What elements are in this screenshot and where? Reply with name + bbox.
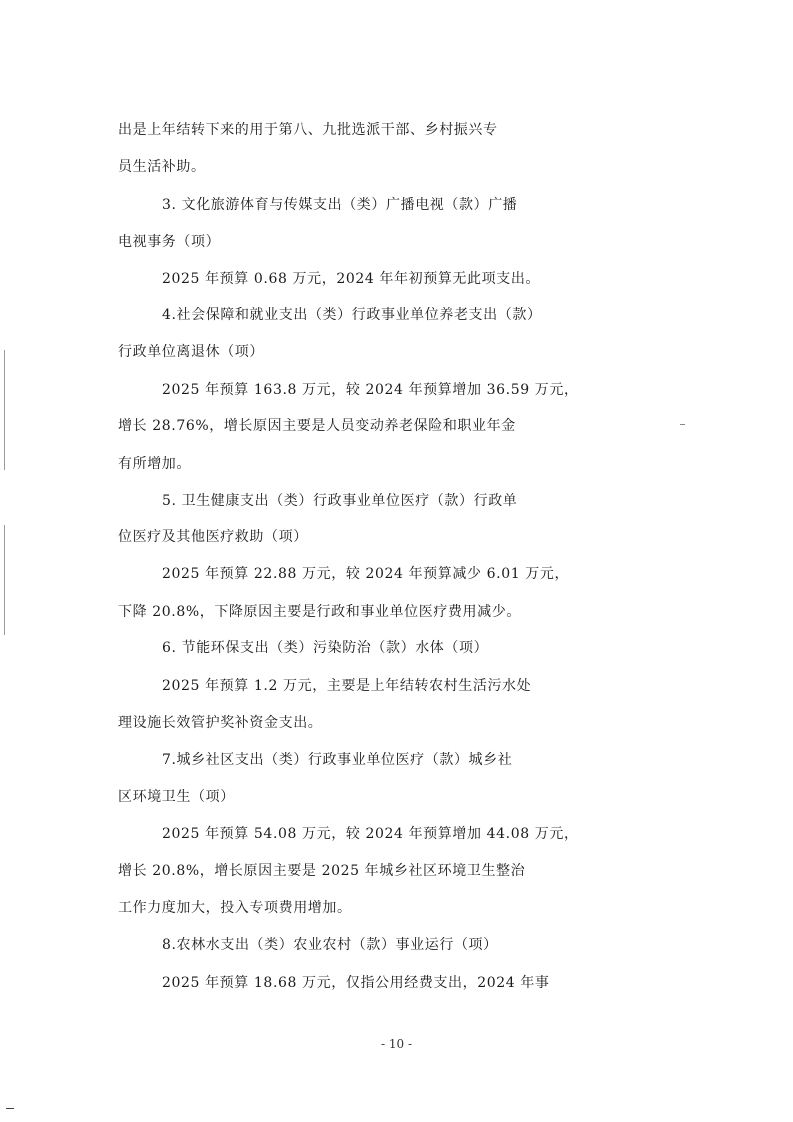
body-text-line: 增长 20.8%，增长原因主要是 2025 年城乡社区环境卫生整治 (118, 863, 526, 879)
section-heading-line: 5. 卫生健康支出（类）行政事业单位医疗（款）行政单 (162, 493, 518, 509)
section-heading-line: 行政单位离退休（项） (118, 344, 264, 360)
body-text-line: 有所增加。 (118, 456, 191, 472)
scan-edge-mark (6, 1108, 14, 1109)
body-text-line: 工作力度加大，投入专项费用增加。 (118, 900, 352, 916)
body-text-line: 2025 年预算 1.2 万元，主要是上年结转农村生活污水处 (162, 678, 532, 694)
section-heading-line: 电视事务（项） (118, 234, 221, 250)
section-heading-line: 区环境卫生（项） (118, 789, 235, 805)
body-text-line: 员生活补助。 (118, 159, 206, 175)
body-text-line: 理设施长效管护奖补资金支出。 (118, 715, 323, 731)
body-text-line: 2025 年预算 0.68 万元，2024 年年初预算无此项支出。 (162, 271, 541, 287)
body-text-line: 下降 20.8%，下降原因主要是行政和事业单位医疗费用减少。 (118, 604, 521, 620)
body-text-line: 2025 年预算 54.08 万元，较 2024 年预算增加 44.08 万元， (162, 826, 579, 842)
scan-edge-mark (4, 350, 5, 470)
scan-speck (680, 424, 685, 425)
body-text-line: 2025 年预算 18.68 万元，仅指公用经费支出，2024 年事 (162, 975, 550, 991)
body-text-line: 2025 年预算 163.8 万元，较 2024 年预算增加 36.59 万元， (162, 382, 579, 398)
section-heading-line: 7.城乡社区支出（类）行政事业单位医疗（款）城乡社 (162, 752, 513, 768)
scan-edge-mark (4, 525, 5, 635)
section-heading-line: 3. 文化旅游体育与传媒支出（类）广播电视（款）广播 (162, 197, 518, 213)
section-heading-line: 8.农林水支出（类）农业农村（款）事业运行（项） (162, 937, 498, 953)
body-text-line: 增长 28.76%，增长原因主要是人员变动养老保险和职业年金 (118, 418, 516, 434)
section-heading-line: 6. 节能环保支出（类）污染防治（款）水体（项） (162, 640, 489, 656)
section-heading-line: 4.社会保障和就业支出（类）行政事业单位养老支出（款） (162, 307, 542, 323)
page-number: - 10 - (380, 1037, 412, 1051)
body-text-line: 2025 年预算 22.88 万元，较 2024 年预算减少 6.01 万元， (162, 566, 570, 582)
body-text-line: 出是上年结转下来的用于第八、九批选派干部、乡村振兴专 (118, 122, 498, 138)
section-heading-line: 位医疗及其他医疗救助（项） (118, 529, 308, 545)
